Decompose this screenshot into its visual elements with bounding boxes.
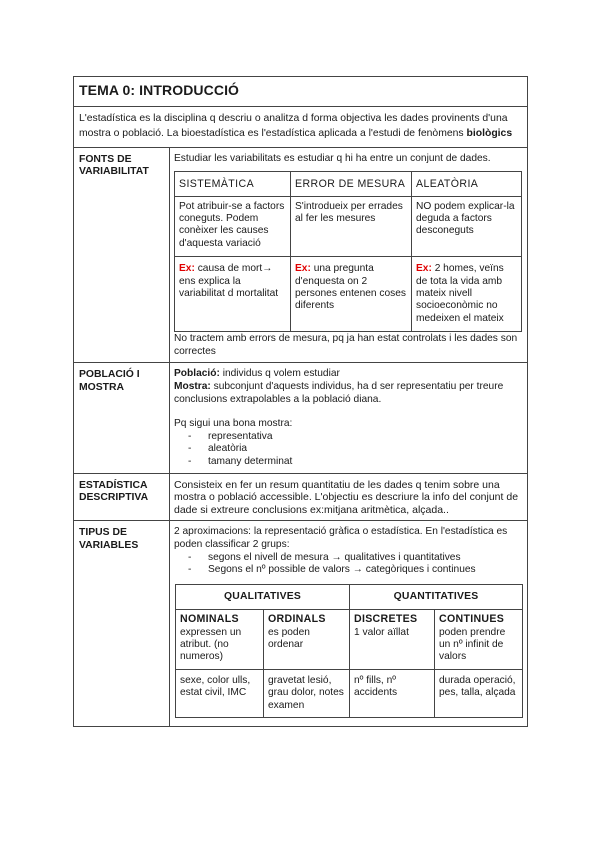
section-fonts bbox=[74, 147, 528, 363]
type-name: DISCRETES bbox=[354, 613, 418, 626]
list-item: - tamany determinat bbox=[188, 456, 523, 469]
section-content-descriptiva: Consisteix en fer un resum quantitatiu de les dades q tenim sobre una mostra o població accessible. L'objectiu es descriure la info del conjunt de dade si extreure conclusions ex:mitjana aritmètica, alçada.. bbox=[170, 473, 528, 521]
desc-sistematica: Pot atribuir-se a factors coneguts. Podem conèixer les causes d'aquesta variació bbox=[175, 196, 291, 257]
section-descriptiva bbox=[74, 473, 528, 521]
section-label-descriptiva: ESTADÍSTICA DESCRIPTIVA bbox=[74, 473, 170, 521]
example-text: causa de mort→ ens explica la variabilitat d mortalitat bbox=[179, 263, 279, 300]
type-definition-row bbox=[176, 610, 523, 670]
list-item: - representativa bbox=[188, 431, 523, 444]
spacer bbox=[174, 406, 523, 418]
intro-row bbox=[74, 107, 528, 148]
mostra-text: subconjunt d'aquests individus, ha d ser representatiu per treure conclusions extrapolables a la població diana. bbox=[174, 381, 504, 405]
mostra-criteria-list bbox=[174, 431, 523, 469]
document-page bbox=[73, 76, 528, 727]
type-discretes bbox=[350, 610, 435, 670]
type-examples-row bbox=[176, 669, 523, 717]
group-header-row bbox=[176, 584, 523, 609]
intro-text: L'estadística es la disciplina q descriu o analitza d forma objectiva les dades provinents d'una mostra o població. La bioestadística es l'estadística aplicada a l'estudi de fenòmens bbox=[79, 113, 508, 139]
example-aleatoria bbox=[412, 257, 522, 332]
mostra-term: Mostra: bbox=[174, 381, 211, 393]
example-label: Ex: bbox=[416, 263, 432, 275]
examples-discretes: nº fills, nº accidents bbox=[350, 669, 435, 717]
type-continues bbox=[435, 610, 523, 670]
example-label: Ex: bbox=[179, 263, 195, 275]
section-label-tipus: TIPUS DE VARIABLES bbox=[74, 521, 170, 727]
example-label: Ex: bbox=[295, 263, 311, 275]
type-name: NOMINALS bbox=[180, 613, 239, 626]
examples-continues: durada operació, pes, talla, alçada bbox=[435, 669, 523, 717]
type-nominals bbox=[176, 610, 264, 670]
section-label-poblacio: POBLACIÓ I MOSTRA bbox=[74, 363, 170, 473]
section-content-fonts bbox=[170, 147, 528, 363]
poblacio-term: Població: bbox=[174, 368, 220, 380]
tipus-lead: 2 aproximacions: la representació gràfica o estadística. En l'estadística es poden classificar 2 grups: bbox=[174, 526, 508, 550]
intro-bold: biològics bbox=[466, 127, 513, 139]
poblacio-text: individus q volem estudiar bbox=[219, 368, 340, 380]
section-tipus bbox=[74, 521, 528, 727]
desc-aleatoria: NO podem explicar-la deguda a factors desconeguts bbox=[412, 196, 522, 257]
section-poblacio bbox=[74, 363, 528, 473]
list-item: - Segons el nº possible de valors → categòriques i continues bbox=[188, 564, 523, 577]
header-sistematica: SISTEMÀTICA bbox=[175, 172, 291, 196]
type-ordinals bbox=[264, 610, 350, 670]
section-content-tipus bbox=[170, 521, 528, 727]
examples-nominals: sexe, color ulls, estat civil, IMC bbox=[176, 669, 264, 717]
type-name: CONTINUES bbox=[439, 613, 505, 626]
variability-description-row bbox=[175, 196, 522, 257]
type-desc: es poden ordenar bbox=[268, 626, 310, 650]
fonts-lead: Estudiar les variabilitats es estudiar q hi ha entre un conjunt de dades. bbox=[174, 152, 491, 164]
group-qualitatives: QUALITATIVES bbox=[176, 584, 350, 609]
fonts-note: No tractem amb errors de mesura, pq ja han estat controlats i les dades son correctes bbox=[174, 333, 518, 357]
section-label-fonts: FONTS DE VARIABILITAT bbox=[74, 147, 170, 363]
section-content-poblacio bbox=[170, 363, 528, 473]
list-item: - segons el nivell de mesura → qualitatives i quantitatives bbox=[188, 552, 523, 565]
page-title: TEMA 0: INTRODUCCIÓ bbox=[74, 77, 528, 107]
poblacio-definition bbox=[174, 368, 523, 381]
tipus-list bbox=[174, 552, 523, 577]
group-quantitatives: QUANTITATIVES bbox=[350, 584, 523, 609]
variable-types-table bbox=[175, 584, 523, 718]
type-desc: 1 valor aïllat bbox=[354, 626, 409, 638]
title-row bbox=[74, 77, 528, 107]
header-aleatoria: ALEATÒRIA bbox=[412, 172, 522, 196]
type-name: ORDINALS bbox=[268, 613, 326, 626]
example-error-mesura bbox=[291, 257, 412, 332]
list-item: - aleatòria bbox=[188, 443, 523, 456]
header-error-mesura: ERROR DE MESURA bbox=[291, 172, 412, 196]
example-sistematica bbox=[175, 257, 291, 332]
example-text: una pregunta d'enquesta on 2 persones entenen coses diferents bbox=[295, 263, 407, 312]
mostra-lead: Pq sigui una bona mostra: bbox=[174, 418, 293, 430]
type-desc: expressen un atribut. (no numeros) bbox=[180, 626, 242, 663]
intro-paragraph bbox=[74, 107, 528, 148]
example-text: 2 homes, veïns de tota la vida amb mateix nivell socioeconòmic no medeixen el mateix bbox=[416, 263, 504, 324]
variability-example-row bbox=[175, 257, 522, 332]
desc-error-mesura: S'introdueix per errades al fer les mesures bbox=[291, 196, 412, 257]
variability-table bbox=[174, 171, 522, 332]
notes-table bbox=[73, 76, 528, 727]
variability-header-row bbox=[175, 172, 522, 196]
type-desc: poden prendre un nº infinit de valors bbox=[439, 626, 506, 663]
mostra-definition bbox=[174, 381, 523, 406]
examples-ordinals: gravetat lesió, grau dolor, notes examen bbox=[264, 669, 350, 717]
